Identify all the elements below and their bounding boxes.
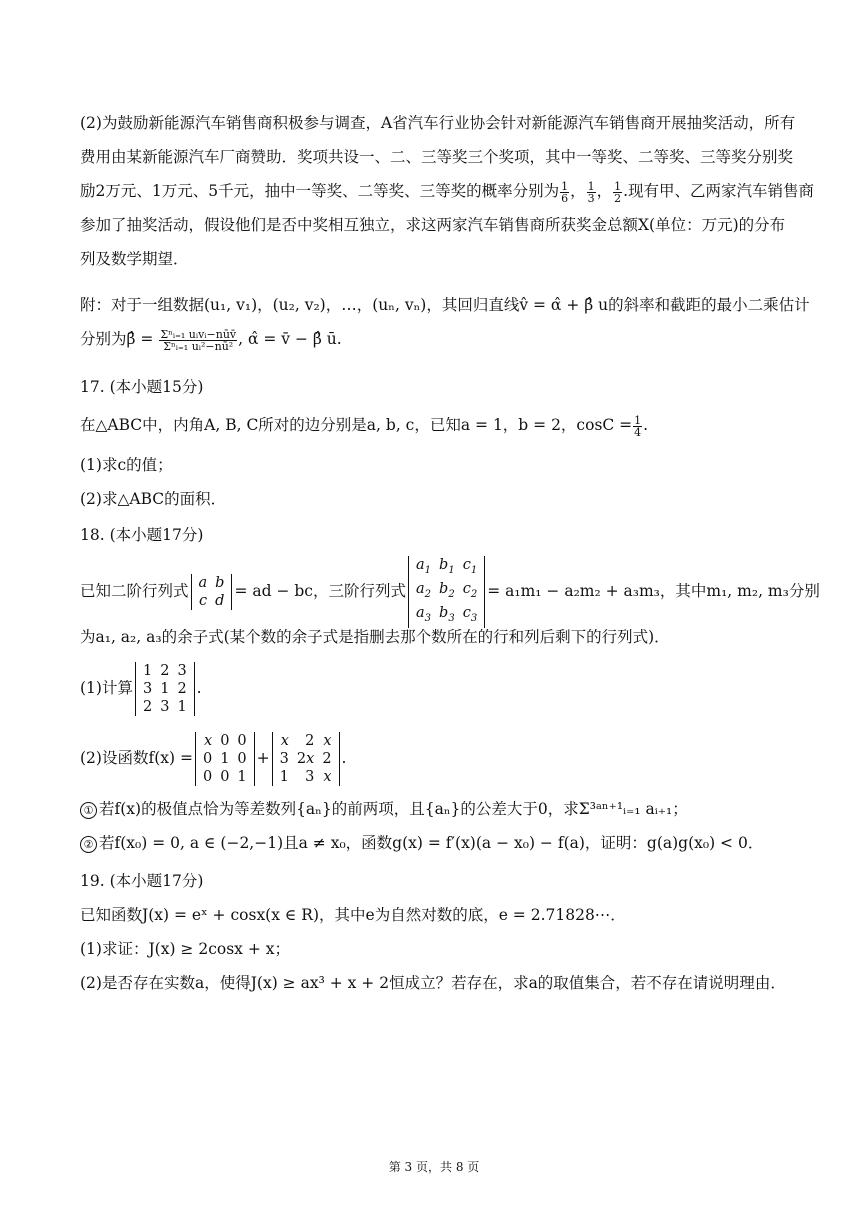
q17-part2: (2)求△ABC的面积． bbox=[80, 490, 227, 508]
q16-part2-line5: 列及数学期望． bbox=[80, 250, 189, 268]
determinant-123: 1 2 3 3 1 2 2 3 1 bbox=[135, 662, 195, 716]
q19-title: 19. (本小题17分) bbox=[80, 872, 204, 890]
q17-part1: (1)求c的值； bbox=[80, 456, 173, 474]
least-squares-fraction: $\frac{\text{Σⁿᵢ₌₁ uᵢvᵢ−nūv̄}}{\text{Σⁿᵢ₌₁ uᵢ²−nū²}}$ bbox=[160, 327, 237, 353]
determinant-identity: x 0 0 0 1 0 0 0 1 bbox=[195, 732, 255, 786]
q18-sub2: ② 若f(x₀) = 0, a ∈ (−2,−1)且a ≠ x₀，函数g(x) = f′(x)(a − x₀) − f(a)，证明：g(a)g(x₀) < 0． bbox=[80, 832, 763, 854]
q18-line2: 为a₁, a₂, a₃的余子式(某个数的余子式是指删去那个数所在的行和列后剩下的行列式)． bbox=[80, 628, 670, 646]
third-order-determinant: $a_1$ $b_1$ $c_1$ $a_2$ $b_2$ $c_2$ $a_3$ $b_3$ $c_3$ bbox=[408, 556, 485, 628]
q18-part1: (1)计算 1 2 3 3 1 2 2 3 1 . bbox=[80, 663, 202, 715]
q16-part2-line2: 费用由某新能源汽车厂商赞助．奖项共设一、二、三等奖三个奖项，其中一等奖、二等奖、三等奖分别奖 bbox=[80, 148, 794, 166]
q18-line1: 已知二阶行列式 a b c d = ad − bc，三阶行列式 $a_1$ $b_1$ $c_1$ $a_2$ $b_2$ $c_2$ $a_3$ $b_3$ $c_3$ = a₁m₁ − a₂m₂ + a₃m₃，其中m₁, m₂, m₃分别 bbox=[80, 556, 820, 628]
page-footer: 第 3 页，共 8 页 bbox=[388, 1160, 480, 1174]
q18-sub1: ① 若f(x)的极值点恰为等差数列{aₙ}的前两项，且{aₙ}的公差大于0，求Σ³ᵃⁿ⁺¹ᵢ₌₁ aᵢ₊₁； bbox=[80, 798, 688, 820]
q18-title: 18. (本小题17分) bbox=[80, 526, 204, 544]
q19-part2: (2)是否存在实数a，使得J(x) ≥ ax³ + x + 2恒成立？若存在，求a的取值集合，若不存在请说明理由． bbox=[80, 974, 786, 992]
q16-part2-line3: 励2万元、1万元、5千元，抽中一等奖、二等奖、三等奖的概率分别为 $\frac{1}{6}$ ， $\frac{1}{3}$ ， $\frac{1}{2}$ .现有甲、乙两家汽车销售商 bbox=[80, 179, 815, 205]
second-order-determinant: a b c d bbox=[191, 574, 233, 610]
q17-line1: 在△ABC中，内角A, B, C所对的边分别是a, b, c，已知a = 1，b = 2，cosC = $\frac{1}{4}$ . bbox=[80, 413, 649, 439]
appendix-line1: 附：对于一组数据(u₁, v₁)，(u₂, v₂)，…，(uₙ, vₙ)，其回归直线v̂ = α̂ + β̂ u的斜率和截距的最小二乘估计 bbox=[80, 296, 810, 314]
q19-part1: (1)求证：J(x) ≥ 2cosx + x； bbox=[80, 940, 290, 958]
q16-part2-line1: (2)为鼓励新能源汽车销售商积极参与调查，A省汽车行业协会针对新能源汽车销售商开展抽奖活动，所有 bbox=[80, 114, 796, 132]
q19-line1: 已知函数J(x) = eˣ + cosx(x ∈ R)，其中e为自然对数的底，e = 2.71828⋯． bbox=[80, 906, 626, 924]
determinant-x: x 2 x 3 2x 2 1 3 x bbox=[272, 732, 340, 786]
q16-part2-line4: 参加了抽奖活动，假设他们是否中奖相互独立，求这两家汽车销售商所获奖金总额X(单位：万元)的分布 bbox=[80, 216, 786, 234]
q17-title: 17. (本小题15分) bbox=[80, 378, 204, 396]
q18-part2: (2)设函数f(x) = x 0 0 0 1 0 0 0 1 + x 2 x 3 2x 2 1 3 x . bbox=[80, 733, 347, 785]
appendix-line2: 分别为β̂ = $\frac{\text{Σⁿᵢ₌₁ uᵢvᵢ−nūv̄}}{\text{Σⁿᵢ₌₁ uᵢ²−nū²}}$ , α̂ = v̄ − β̂ ū. bbox=[80, 327, 342, 353]
